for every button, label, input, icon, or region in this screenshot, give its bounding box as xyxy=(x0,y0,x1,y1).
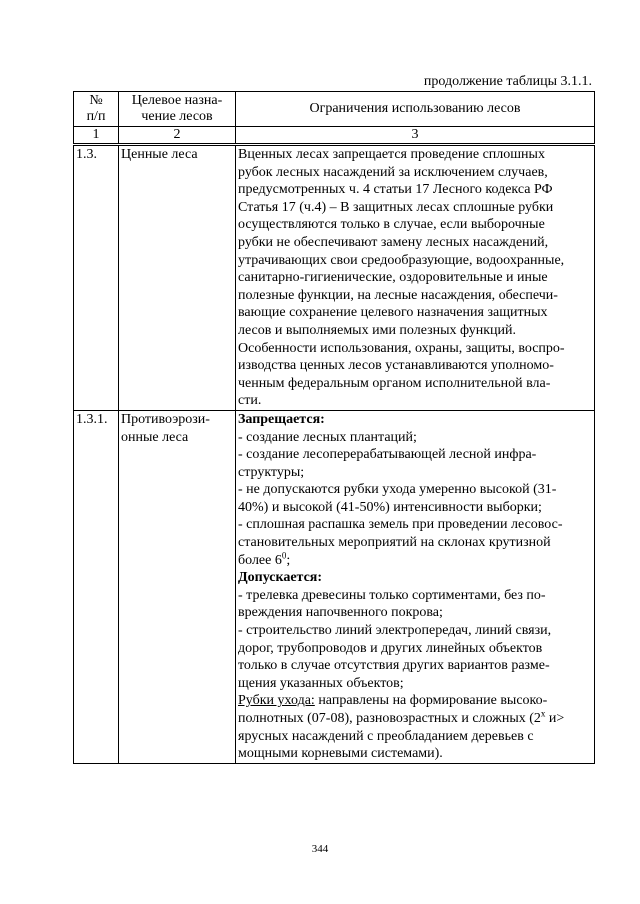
row-forest-type: Противоэрози- онные леса xyxy=(119,410,236,763)
table-header-row xyxy=(74,92,595,127)
restrictions-table xyxy=(73,91,595,764)
slope-line: более $6^0$; xyxy=(238,550,291,568)
thinning-label: Рубки ухода: xyxy=(238,693,315,709)
header-restrictions: Ограничения использованию лесов xyxy=(236,92,595,127)
table-continuation-caption: продолжение таблицы 3.1.1. xyxy=(423,74,592,89)
column-number-2: 2 xyxy=(119,127,236,145)
thinning-line: Рубки ухода: направлены на формирование высоко- xyxy=(238,693,548,709)
allowed-heading: Допускается: xyxy=(238,570,323,586)
header-number: № п/п xyxy=(74,92,119,127)
row-number: 1.3. xyxy=(74,145,119,411)
table-row xyxy=(74,145,595,411)
row-restrictions: Запрещается: - создание лесных плантаций; - создание лесоперерабатывающей лесной инфра- структуры; - не допускаются рубки ухода умеренно высокой (31- 40%) и высокой (41-50%) интенсивности выборки; - сплошная распашка земель при проведении лесовос- становительных мероприятий на склонах крутизной более $6^0$; Допускается: - трелевка древесины только сортиментами, без по- вреждения напочвенного покрова; - строительство линий электропередач, линий связи, дорог, трубопроводов и других линейных объектов только в случае отсутствия других вариантов разме- щения указанных объектов; Рубки ухода: направлены на формирование высоко- полнотных (07-08), разновозрастных и сложных ($2^х$ и> ярусных насаждений с преобладанием деревьев с мощными корневыми системами). xyxy=(236,410,595,763)
column-number-row xyxy=(74,127,595,145)
page-number: 344 xyxy=(311,843,329,855)
column-number-3: 3 xyxy=(236,127,595,145)
row-restrictions: Вценных лесах запрещается проведение сплошных рубок лесных насаждений за исключением случаев, предусмотренных ч. 4 статьи 17 Лесного кодекса РФ Статья 17 (ч.4) – В защитных лесах сплошные рубки осуществляются только в случае, если выборочные рубки не обеспечивают замену лесных насаждений, утрачивающих свои средообразующие, водоохранные, санитарно-гигиенические, оздоровительные и иные полезные функции, на лесные насаждения, обеспечи- вающие сохранение целевого назначения защитных лесов и выполняемых ими полезных функций. Особенности использования, охраны, защиты, воспро- изводства ценных лесов устанавливаются уполномо- ченным федеральным органом исполнительной вла- сти. xyxy=(236,145,595,411)
table-row xyxy=(74,410,595,763)
prohibited-heading: Запрещается: xyxy=(238,411,325,427)
column-number-1: 1 xyxy=(74,127,119,145)
row-forest-type: Ценные леса xyxy=(119,145,236,411)
header-forest-purpose: Целевое назна- чение лесов xyxy=(119,92,236,127)
row-number: 1.3.1. xyxy=(74,410,119,763)
